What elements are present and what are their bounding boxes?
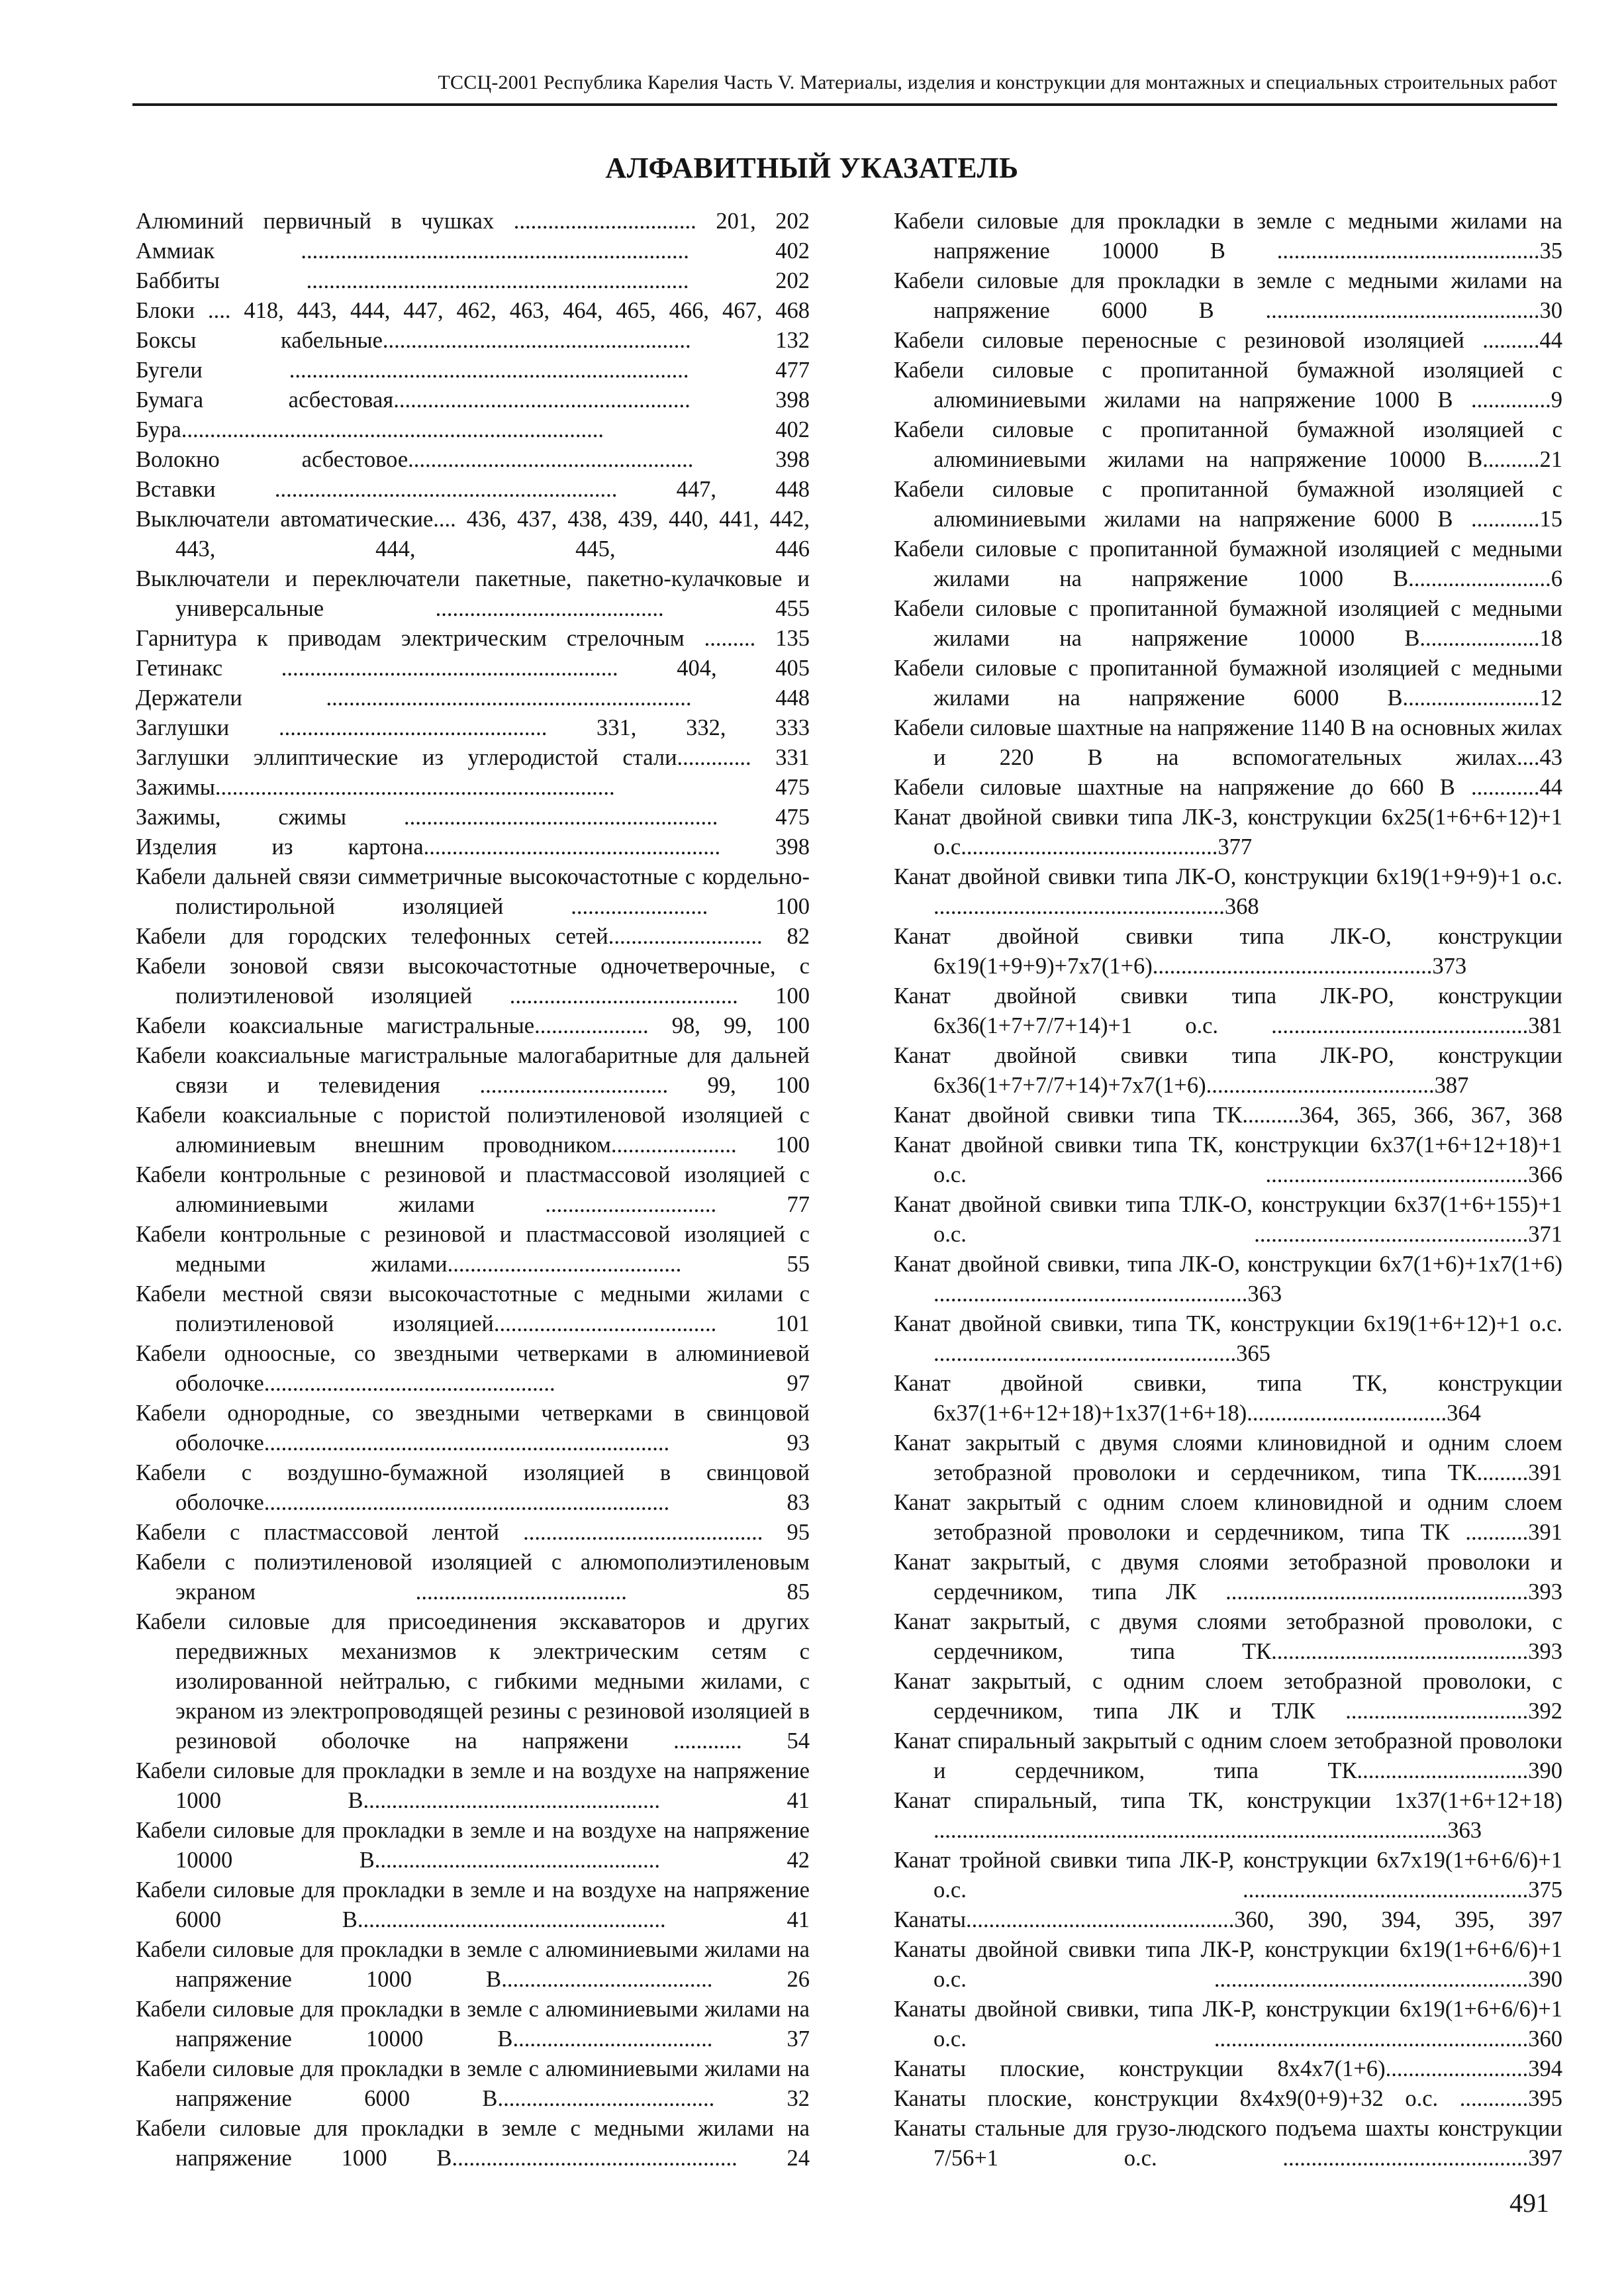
index-entry: Канат закрытый с одним слоем клиновидной и одним слоем зетобразной проволоки и сердечником, типа ТК ...........391	[894, 1490, 1562, 1545]
index-entry: Кабели силовые с пропитанной бумажной изоляцией с алюминиевыми жилами на напряжение 6000 В ............15	[894, 477, 1562, 532]
index-entry: Заглушки ............................................... 331, 332, 333	[136, 715, 810, 740]
index-entry: Канат закрытый, с двумя слоями зетобразной проволоки, с сердечником, типа ТК.............................................393	[894, 1609, 1562, 1664]
index-entry: Выключатели и переключатели пакетные, пакетно-кулачковые и универсальные ........................................ 455	[136, 566, 810, 621]
index-entry: Блоки .... 418, 443, 444, 447, 462, 463, 464, 465, 466, 467, 468	[136, 298, 810, 323]
index-entry: Бумага асбестовая.................................................... 398	[136, 387, 810, 413]
index-entry: Гетинакс ........................................................... 404, 405	[136, 656, 810, 681]
header-rule	[132, 103, 1557, 106]
index-entry: Канаты двойной свивки, типа ЛК-Р, конструкции 6х19(1+6+6/6)+1 о.с. .......................................................360	[894, 1997, 1562, 2052]
index-entry: Канат двойной свивки типа ТК, конструкции 6х37(1+6+12+18)+1 о.с. ..............................................366	[894, 1132, 1562, 1187]
index-entry: Канат двойной свивки типа ЛК-О, конструкции 6х19(1+9+9)+7х7(1+6).................................................373	[894, 924, 1562, 979]
index-entry: Кабели силовые для прокладки в земле и на воздухе на напряжение 10000 В.................................................. 42	[136, 1818, 810, 1873]
index-entry: Бура.......................................................................... 402	[136, 417, 810, 442]
index-entry: Кабели силовые с пропитанной бумажной изоляцией с алюминиевыми жилами на напряжение 1000 В ..............9	[894, 358, 1562, 413]
index-entry: Кабели силовые для прокладки в земле с алюминиевыми жилами на напряжение 10000 В................................... 37	[136, 1997, 810, 2052]
index-column-right	[894, 207, 1562, 2173]
index-entry: Канат двойной свивки типа ЛК-О, конструкции 6х19(1+9+9)+1 о.с. ...................................................368	[894, 864, 1562, 919]
index-entry: Канат двойной свивки типа ТК..........364, 365, 366, 367, 368	[894, 1103, 1562, 1128]
index-entry: Держатели ................................................................ 448	[136, 685, 810, 711]
index-entry: Изделия из картона.................................................... 398	[136, 834, 810, 860]
index-entry: Кабели коаксиальные магистральные малогабаритные для дальней связи и телевидения ................................. 99, 100	[136, 1043, 810, 1098]
index-entry: Кабели с пластмассовой лентой .......................................... 95	[136, 1520, 810, 1545]
index-entry: Кабели силовые шахтные на напряжение до 660 В ............44	[894, 775, 1562, 800]
index-entry: Выключатели автоматические.... 436, 437, 438, 439, 440, 441, 442, 443, 444, 445, 446	[136, 507, 810, 562]
index-entry: Канат закрытый с двумя слоями клиновидной и одним слоем зетобразной проволоки и сердечником, типа ТК.........391	[894, 1430, 1562, 1485]
index-entry: Заглушки эллиптические из углеродистой стали............. 331	[136, 745, 810, 770]
index-entry: Кабели силовые для прокладки в земле с алюминиевыми жилами на напряжение 6000 В...................................... 32	[136, 2056, 810, 2111]
index-entry: Кабели коаксиальные с пористой полиэтиленовой изоляцией с алюминиевым внешним проводником...................... 100	[136, 1103, 810, 1158]
index-entry: Канат двойной свивки, типа ЛК-О, конструкции 6х7(1+6)+1х7(1+6) .......................................................363	[894, 1252, 1562, 1307]
index-entry: Волокно асбестовое.................................................. 398	[136, 447, 810, 472]
running-header: ТССЦ-2001 Республика Карелия Часть V. Материалы, изделия и конструкции для монтажных и специальных строительных работ	[438, 72, 1557, 93]
index-entry: Канаты двойной свивки типа ЛК-Р, конструкции 6х19(1+6+6/6)+1 о.с. .......................................................390	[894, 1937, 1562, 1992]
index-entry: Кабели силовые для прокладки в земле с медными жилами на напряжение 6000 В ................................................30	[894, 268, 1562, 323]
index-column-left	[136, 207, 810, 2173]
index-entry: Кабели силовые с пропитанной бумажной изоляцией с медными жилами на напряжение 1000 В.........................6	[894, 536, 1562, 591]
index-entry: Канат двойной свивки типа ЛК-РО, конструкции 6х36(1+7+7/7+14)+7х7(1+6)........................................387	[894, 1043, 1562, 1098]
index-entry: Кабели однородные, со звездными четверками в свинцовой оболочке....................................................................... 93	[136, 1401, 810, 1456]
index-entry: Канат закрытый, с одним слоем зетобразной проволоки, с сердечником, типа ЛК и ТЛК ................................392	[894, 1669, 1562, 1724]
index-entry: Канаты плоские, конструкции 8х4х9(0+9)+32 о.с. ............395	[894, 2086, 1562, 2111]
page-title: АЛФАВИТНЫЙ УКАЗАТЕЛЬ	[605, 152, 1019, 184]
index-entry: Канат двойной свивки типа ЛК-З, конструкции 6х25(1+6+6+12)+1 о.с.............................................377	[894, 805, 1562, 860]
index-entry: Канат тройной свивки типа ЛК-Р, конструкции 6х7х19(1+6+6/6)+1 о.с. ..................................................375	[894, 1848, 1562, 1903]
index-entry: Кабели контрольные с резиновой и пластмассовой изоляцией с алюминиевыми жилами .............................. 77	[136, 1162, 810, 1217]
index-entry: Канат спиральный, типа ТК, конструкции 1х37(1+6+12+18) ..........................................................................................363	[894, 1788, 1562, 1843]
index-entry: Кабели силовые с пропитанной бумажной изоляцией с медными жилами на напряжение 6000 В........................12	[894, 656, 1562, 711]
index-entry: Кабели силовые для прокладки в земле и на воздухе на напряжение 6000 В...................................................... 41	[136, 1877, 810, 1932]
index-entry: Канаты стальные для грузо-людского подъема шахты конструкции 7/56+1 о.с. ...........................................397	[894, 2116, 1562, 2171]
index-entry: Кабели с полиэтиленовой изоляцией с алюмополиэтиленовым экраном ..................................... 85	[136, 1550, 810, 1605]
index-entry: Кабели силовые для прокладки в земле с медными жилами на напряжение 1000 В.................................................. 24	[136, 2116, 810, 2171]
index-entry: Гарнитура к приводам электрическим стрелочным ......... 135	[136, 626, 810, 651]
index-entry: Канат двойной свивки типа ТЛК-О, конструкции 6х37(1+6+155)+1 о.с. ................................................371	[894, 1192, 1562, 1247]
index-entry: Алюминий первичный в чушках ................................ 201, 202	[136, 209, 810, 234]
index-entry: Кабели одноосные, со звездными четверками в алюминиевой оболочке................................................... 97	[136, 1341, 810, 1396]
index-entry: Боксы кабельные...................................................... 132	[136, 328, 810, 353]
page-number: 491	[1509, 2188, 1549, 2218]
index-entry: Кабели контрольные с резиновой и пластмассовой изоляцией с медными жилами......................................... 55	[136, 1222, 810, 1277]
index-entry: Канат спиральный закрытый с одним слоем зетобразной проволоки и сердечником, типа ТК..............................390	[894, 1728, 1562, 1783]
index-entry: Канат двойной свивки, типа ТК, конструкции 6х19(1+6+12)+1 о.с. .....................................................365	[894, 1311, 1562, 1366]
index-entry: Кабели силовые для присоединения экскаваторов и других передвижных механизмов к электрическим сетям с изолированной нейтралью, с гибкими медными жилами, с экраном из электропроводящей резины с резиновой изоляцией в резиновой оболочке на напряжени ............ 54	[136, 1609, 810, 1754]
index-entry: Кабели силовые для прокладки в земле с алюминиевыми жилами на напряжение 1000 В..................................... 26	[136, 1937, 810, 1992]
index-entry: Бугели ...................................................................... 477	[136, 358, 810, 383]
index-entry: Кабели силовые для прокладки в земле и на воздухе на напряжение 1000 В.................................................... 41	[136, 1758, 810, 1813]
index-entry: Вставки ............................................................ 447, 448	[136, 477, 810, 502]
index-entry: Канат двойной свивки, типа ТК, конструкции 6х37(1+6+12+18)+1х37(1+6+18)...................................364	[894, 1371, 1562, 1426]
index-entry: Кабели силовые шахтные на напряжение 1140 В на основных жилах и 220 В на вспомогательных жилах....43	[894, 715, 1562, 770]
index-entry: Аммиак .................................................................... 402	[136, 238, 810, 264]
index-entry: Кабели для городских телефонных сетей........................... 82	[136, 924, 810, 949]
index-entry: Кабели коаксиальные магистральные.................... 98, 99, 100	[136, 1013, 810, 1038]
index-entry: Кабели силовые с пропитанной бумажной изоляцией с медными жилами на напряжение 10000 В.....................18	[894, 596, 1562, 651]
index-entry: Кабели местной связи высокочастотные с медными жилами с полиэтиленовой изоляцией....................................... 101	[136, 1281, 810, 1336]
index-entry: Кабели дальней связи симметричные высокочастотные с кордельно-полистирольной изоляцией ........................ 100	[136, 864, 810, 919]
index-entry: Кабели зоновой связи высокочастотные одночетверочные, с полиэтиленовой изоляцией ........................................ 100	[136, 954, 810, 1009]
index-entry: Канат закрытый, с двумя слоями зетобразной проволоки и сердечником, типа ЛК .....................................................393	[894, 1550, 1562, 1605]
index-entry: Кабели силовые с пропитанной бумажной изоляцией с алюминиевыми жилами на напряжение 10000 В..........21	[894, 417, 1562, 472]
index-entry: Кабели силовые для прокладки в земле с медными жилами на напряжение 10000 В ..............................................35	[894, 209, 1562, 264]
index-entry: Баббиты ................................................................... 202	[136, 268, 810, 293]
index-entry: Канаты плоские, конструкции 8х4х7(1+6).........................394	[894, 2056, 1562, 2081]
index-entry: Зажимы...................................................................... 475	[136, 775, 810, 800]
index-entry: Канаты...............................................360, 390, 394, 395, 397	[894, 1907, 1562, 1932]
index-entry: Канат двойной свивки типа ЛК-РО, конструкции 6х36(1+7+7/7+14)+1 о.с. .............................................381	[894, 983, 1562, 1038]
index-entry: Кабели силовые переносные с резиновой изоляцией ..........44	[894, 328, 1562, 353]
index-entry: Зажимы, сжимы ....................................................... 475	[136, 805, 810, 830]
index-entry: Кабели с воздушно-бумажной изоляцией в свинцовой оболочке....................................................................... 83	[136, 1460, 810, 1515]
